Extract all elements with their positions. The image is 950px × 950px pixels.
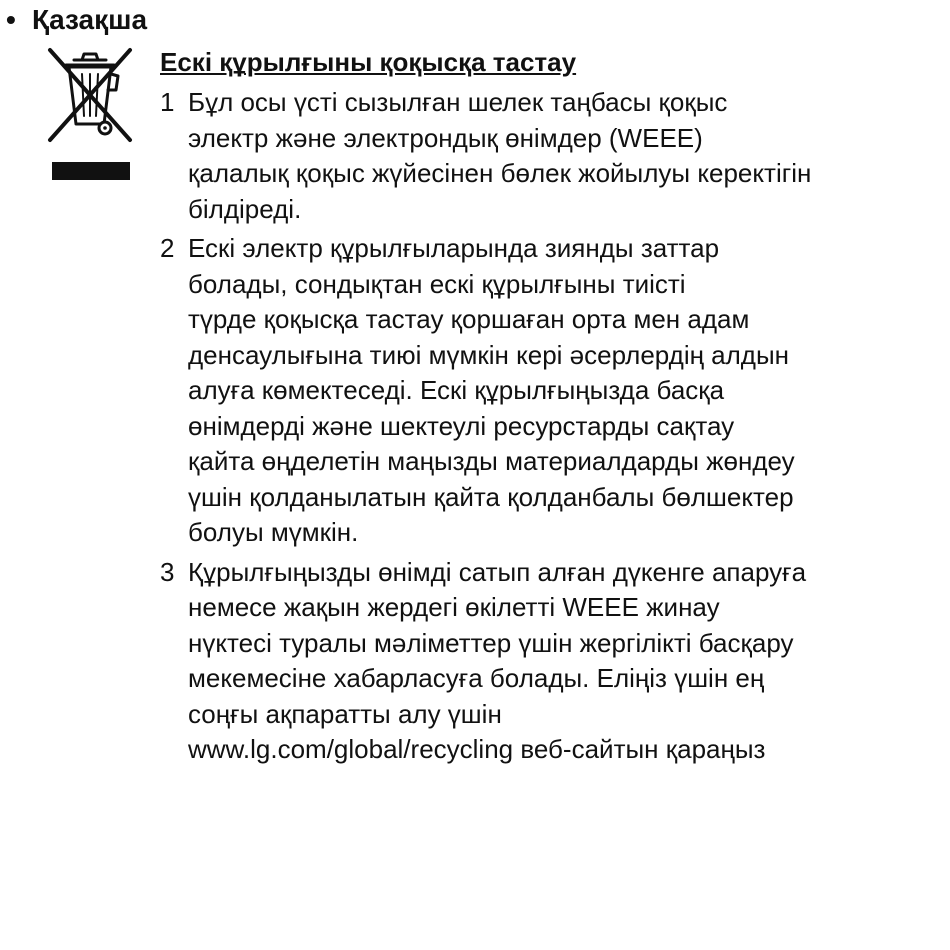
weee-disposal-section — [160, 44, 900, 772]
item-text-line: үшін қолданылатын қайта қолданбалы бөлшектер — [188, 481, 794, 512]
list-item — [160, 85, 900, 227]
item-text-line: электр және электрондық өнімдер (WEEE) — [188, 122, 703, 153]
item-text-line: білдіреді. — [188, 193, 302, 224]
language-heading — [6, 2, 147, 38]
list-item — [160, 555, 900, 768]
section-title: Ескі құрылғыны қоқысқа тастау — [160, 47, 577, 77]
list-item — [160, 231, 900, 551]
item-text-line: www.lg.com/global/recycling веб-сайтын қараңыз — [188, 734, 766, 764]
bullet: • — [6, 4, 16, 35]
item-text-line: денсаулығына тиюі мүмкін кері әсерлердің алдын — [188, 339, 790, 370]
item-number: 3 — [160, 556, 175, 587]
item-text-line: мекемесіне хабарласуға болады. Еліңіз үшін ең — [188, 663, 765, 693]
item-text-line: болады, сондықтан ескі құрылғыны тиісті — [188, 268, 686, 299]
language-heading-label: Қазақша — [32, 4, 148, 35]
item-number: 1 — [160, 87, 175, 117]
item-text-line: Бұл осы үсті сызылған шелек таңбасы қоқыс — [188, 87, 728, 117]
item-text-line: қалалық қоқыс жүйесінен бөлек жойылуы керектігін — [188, 158, 812, 188]
item-text-line: немесе жақын жердегі өкілетті WEEE жинау — [188, 592, 720, 622]
item-text-line: Құрылғыңызды өнімді сатып алған дүкенге апаруға — [188, 556, 807, 587]
item-text-line: түрде қоқысқа тастау қоршаған орта мен адам — [188, 304, 750, 334]
item-number: 2 — [160, 233, 175, 263]
item-text-line: өнімдерді және шектеулі ресурстарды сақтау — [188, 410, 735, 441]
item-text-line: Ескі электр құрылғыларында зиянды заттар — [188, 233, 720, 263]
crossed-out-wheelie-bin-icon — [42, 44, 138, 184]
item-text-line: алуға көмектеседі. Ескі құрылғыңызда басқа — [188, 375, 725, 405]
item-text-line: болуы мүмкін. — [188, 517, 359, 547]
item-text-line: нүктесі туралы мәліметтер үшін жергілікті басқару — [188, 627, 794, 658]
item-text-line: қайта өңделетін маңызды материалдарды жөндеу — [188, 446, 795, 476]
item-text-line: соңғы ақпаратты алу үшін — [188, 698, 502, 729]
